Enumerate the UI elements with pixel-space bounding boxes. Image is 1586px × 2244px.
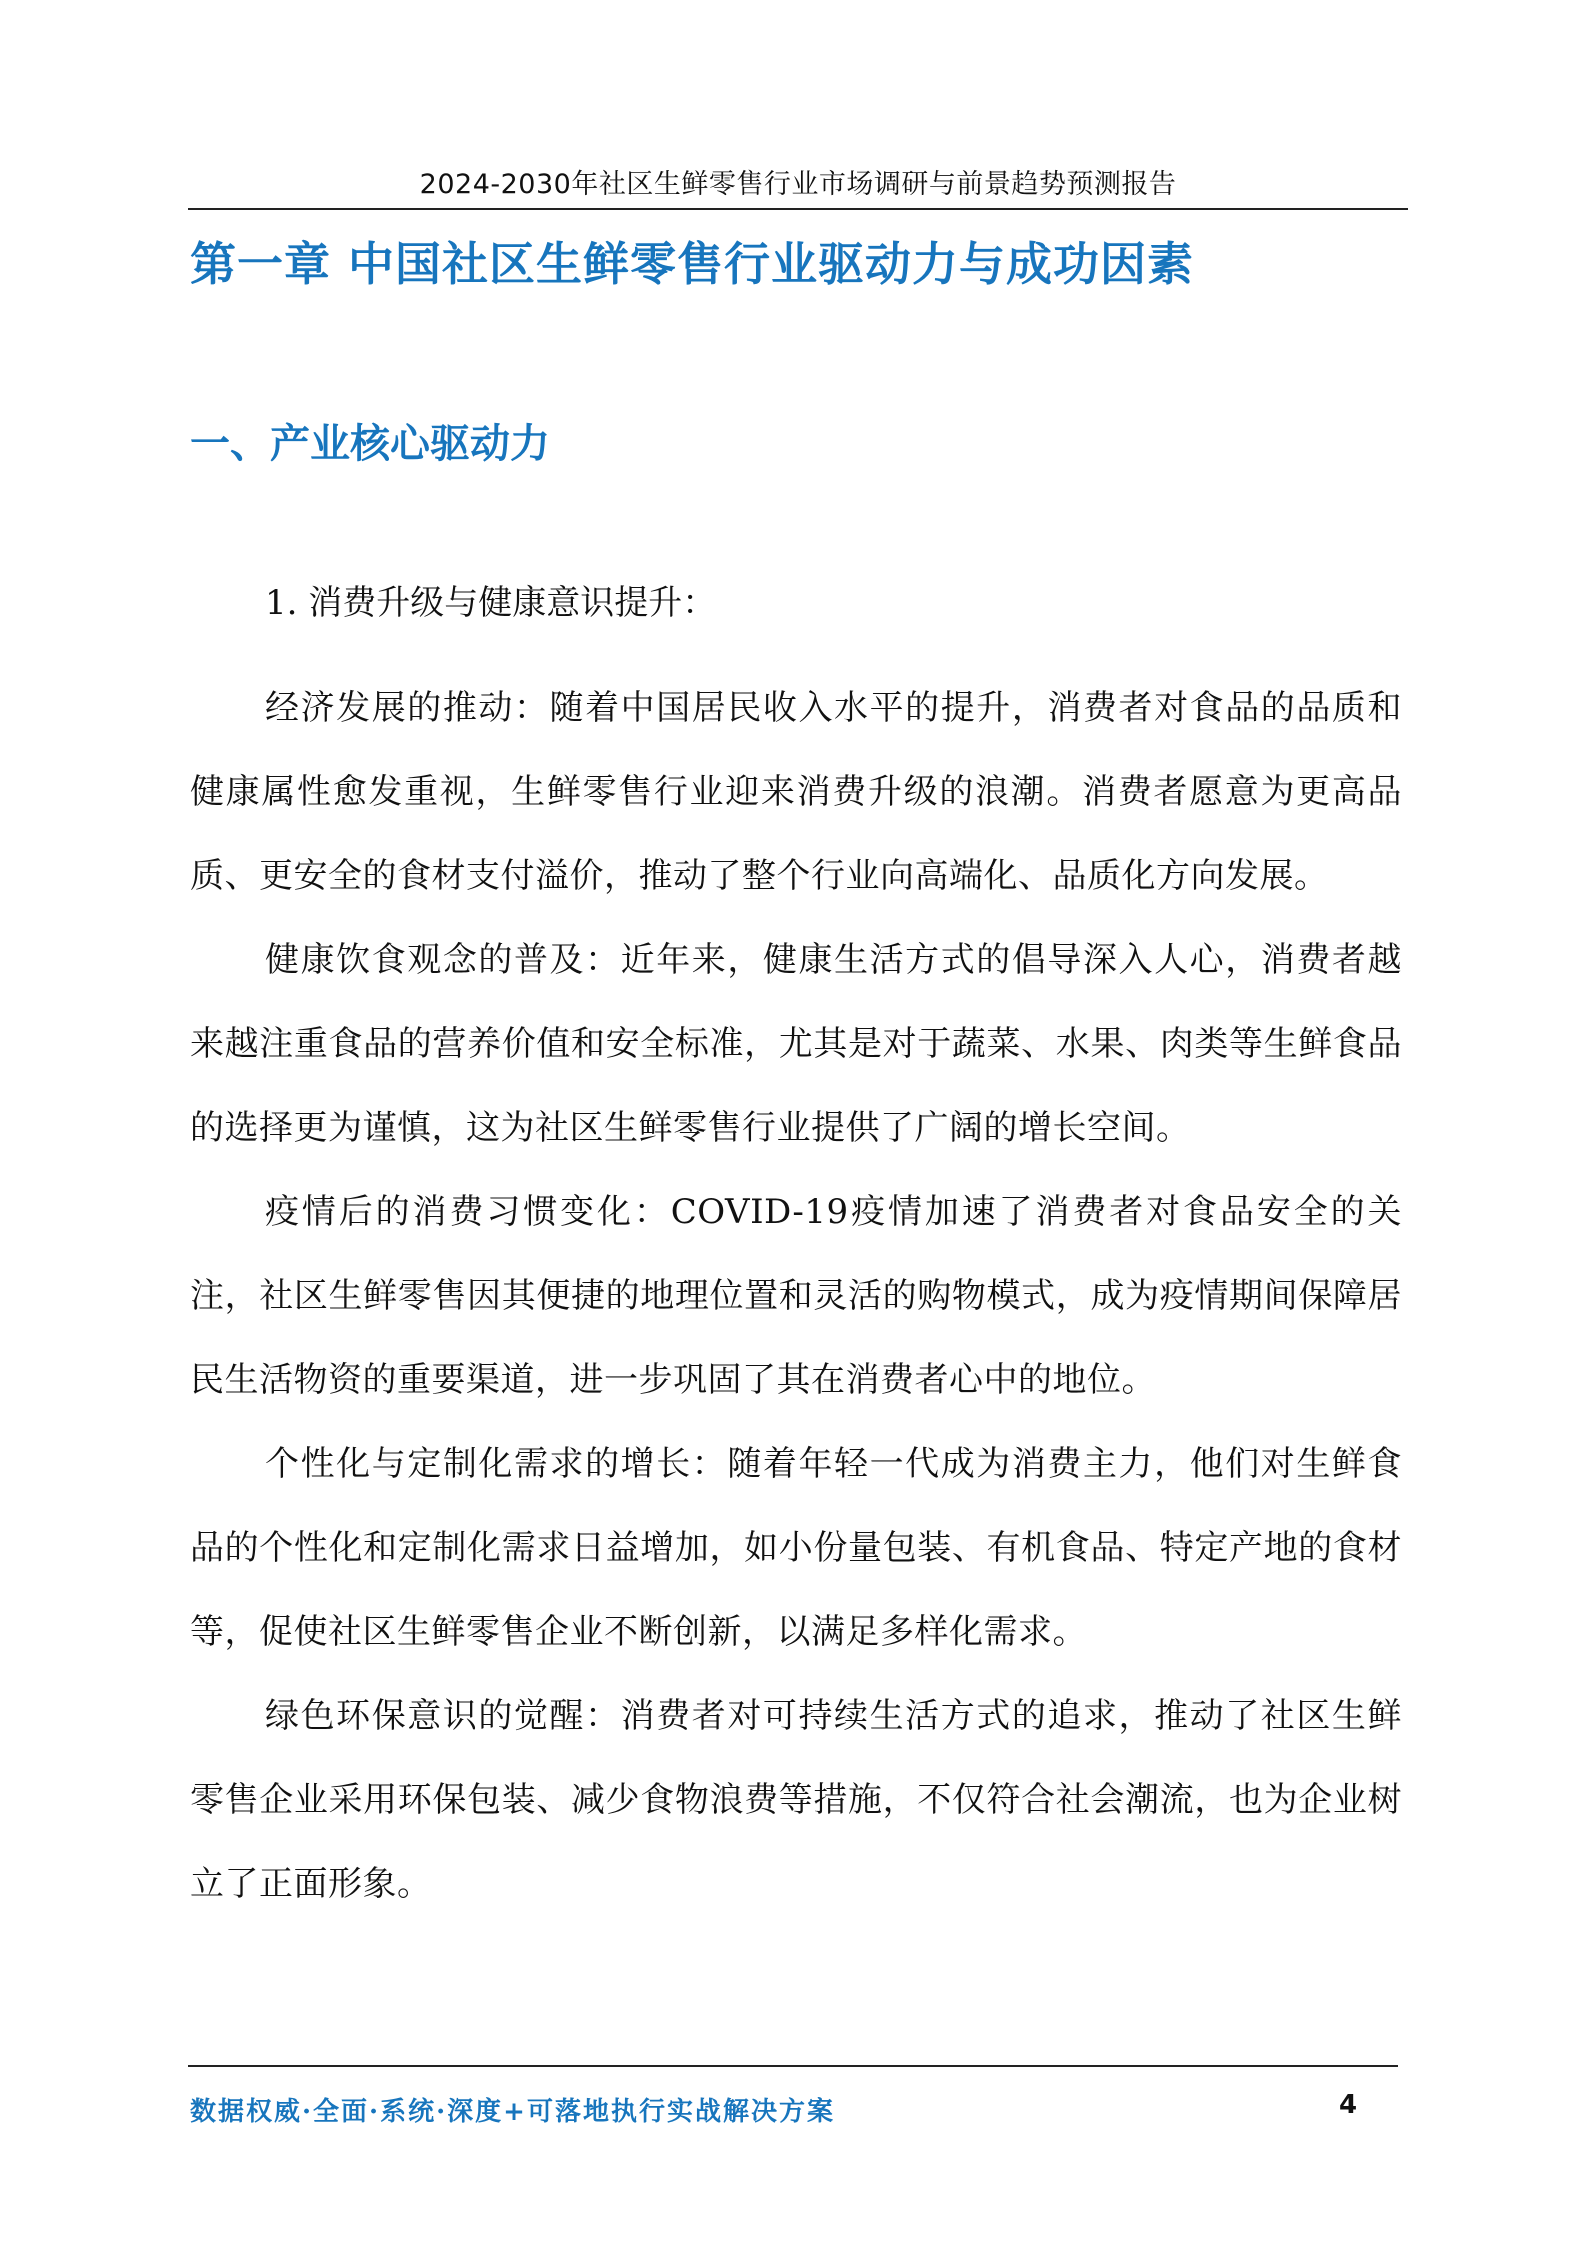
report-header-title: 2024-2030年社区生鲜零售行业市场调研与前景趋势预测报告 bbox=[419, 169, 1177, 200]
paragraph-personalization: 个性化与定制化需求的增长：随着年轻一代成为消费主力，他们对生鲜食品的个性化和定制化需求日益增加，如小份量包装、有机食品、特定产地的食材等，促使社区生鲜零售企业不断创新，以满足多样化需求。 bbox=[190, 1444, 1402, 1652]
section-title: 一、产业核心驱动力 bbox=[190, 421, 550, 467]
body-content bbox=[190, 582, 1402, 1926]
footer-tagline: 数据权威·全面·系统·深度+可落地执行实战解决方案 bbox=[190, 2097, 835, 2127]
chapter-title: 第一章 中国社区生鲜零售行业驱动力与成功因素 bbox=[190, 237, 1195, 291]
paragraph-economic-development: 经济发展的推动：随着中国居民收入水平的提升，消费者对食品的品质和健康属性愈发重视，生鲜零售行业迎来消费升级的浪潮。消费者愿意为更高品质、更安全的食材支付溢价，推动了整个行业向高端化、品质化方向发展。 bbox=[190, 688, 1402, 896]
paragraph-post-pandemic: 疫情后的消费习惯变化：COVID-19疫情加速了消费者对食品安全的关注，社区生鲜零售因其便捷的地理位置和灵活的购物模式，成为疫情期间保障居民生活物资的重要渠道，进一步巩固了其在消费者心中的地位。 bbox=[190, 1192, 1402, 1400]
list-item-heading: 1. 消费升级与健康意识提升： bbox=[265, 583, 717, 623]
paragraph-healthy-diet: 健康饮食观念的普及：近年来，健康生活方式的倡导深入人心，消费者越来越注重食品的营养价值和安全标准，尤其是对于蔬菜、水果、肉类等生鲜食品的选择更为谨慎，这为社区生鲜零售行业提供了广阔的增长空间。 bbox=[190, 940, 1402, 1148]
paragraph-green-awareness: 绿色环保意识的觉醒：消费者对可持续生活方式的追求，推动了社区生鲜零售企业采用环保包装、减少食物浪费等措施，不仅符合社会潮流，也为企业树立了正面形象。 bbox=[190, 1696, 1402, 1904]
page-number: 4 bbox=[1338, 2090, 1358, 2120]
footer-divider bbox=[188, 2065, 1398, 2067]
header-divider bbox=[188, 208, 1408, 210]
